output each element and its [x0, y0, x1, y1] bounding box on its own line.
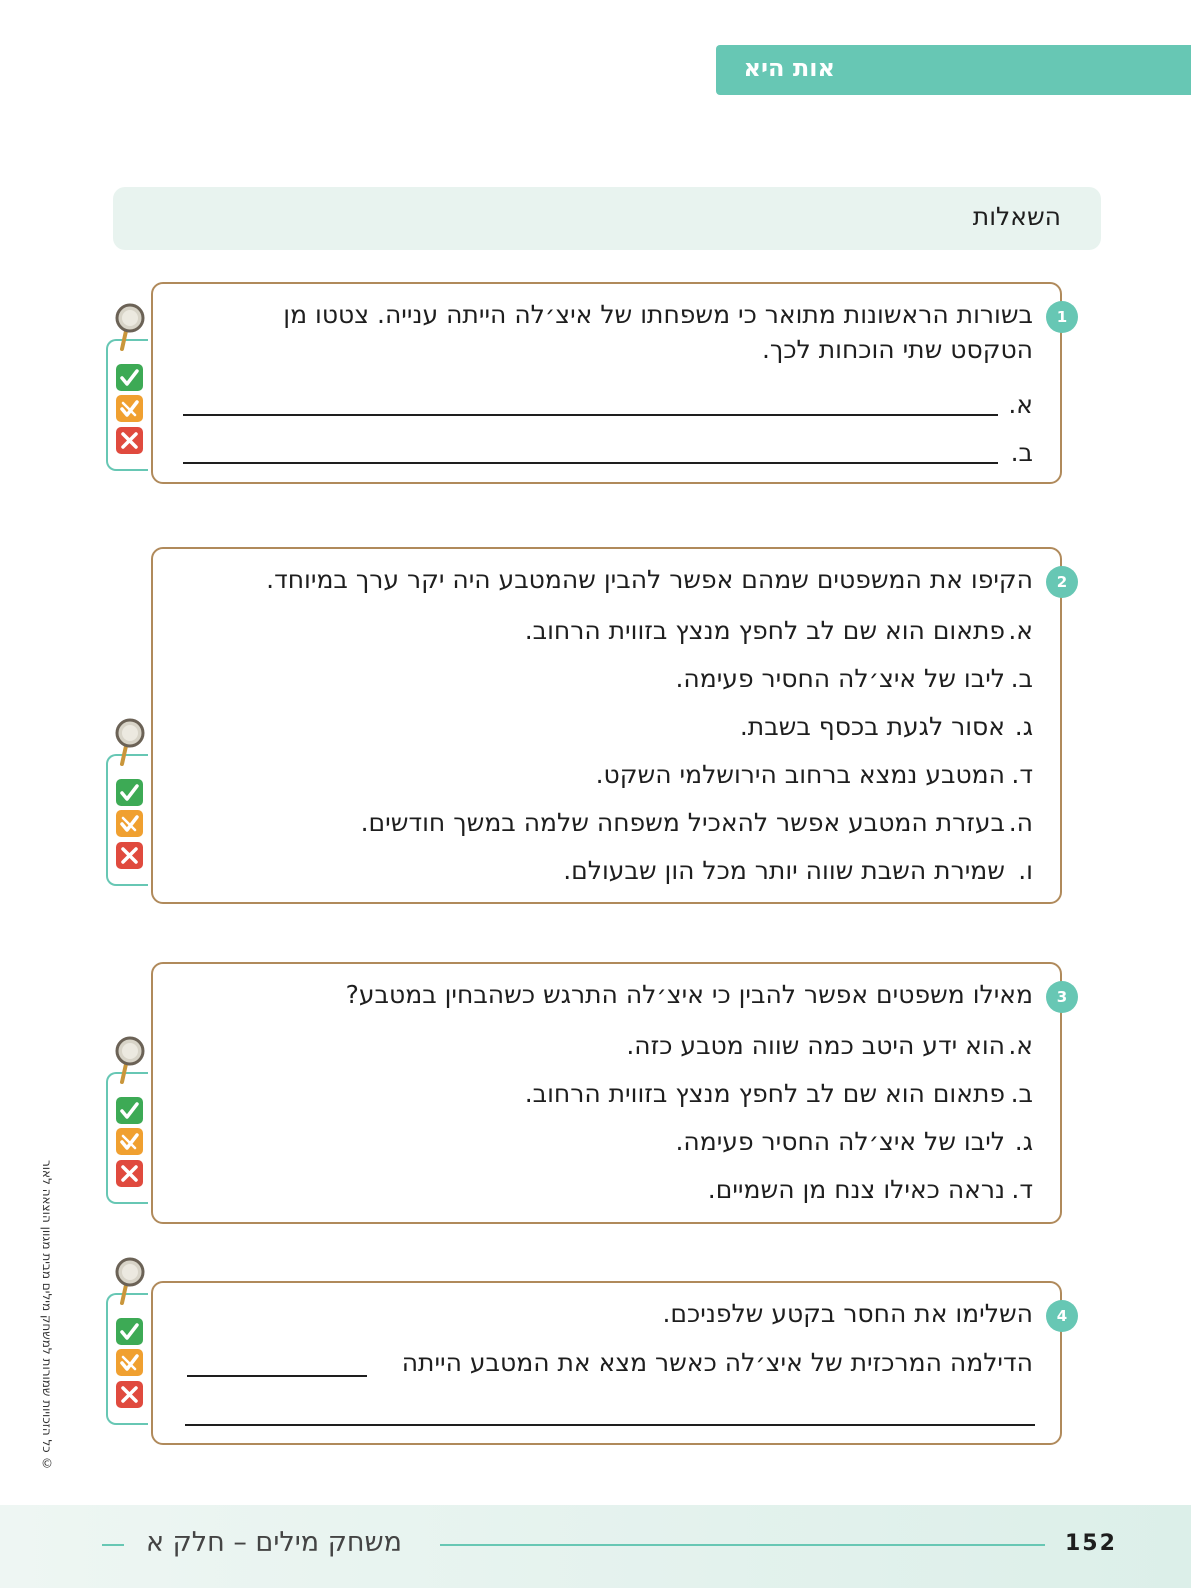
magnifier-icon	[114, 1036, 146, 1084]
option-2d[interactable]	[596, 760, 1033, 789]
magnifier-icon	[114, 303, 146, 351]
section-title: השאלות	[972, 202, 1061, 231]
x-icon[interactable]	[116, 427, 143, 454]
partial-check-icon[interactable]	[116, 395, 143, 422]
option-text: בעזרת המטבע אפשר להאכיל משפחה שלמה במשך חודשים.	[360, 808, 1005, 837]
question-text-4: השלימו את החסר בקטע שלפניכם.	[662, 1299, 1033, 1328]
x-icon[interactable]	[116, 1381, 143, 1408]
x-icon[interactable]	[116, 1160, 143, 1187]
question-text-1: בשורות הראשונות מתואר כי משפחתו של איצ׳לה הייתה ענייה. צטטו מן הטקסט שתי הוכחות לכך.	[283, 300, 1033, 364]
header-tab	[716, 45, 1191, 95]
self-check-3	[104, 1036, 154, 1206]
check-icon[interactable]	[116, 1097, 143, 1124]
check-icon[interactable]	[116, 779, 143, 806]
option-text: המטבע נמצא ברחוב הירושלמי השקט.	[595, 760, 1005, 789]
partial-check-icon[interactable]	[116, 810, 143, 837]
option-letter: ו.	[1018, 856, 1033, 885]
check-icon[interactable]	[116, 1318, 143, 1345]
footer	[0, 1505, 1191, 1588]
fill-blank-inline[interactable]	[187, 1375, 367, 1377]
option-text: הוא ידע היטב כמה שווה מטבע כזה.	[626, 1031, 1005, 1060]
option-2c[interactable]	[740, 712, 1033, 741]
magnifier-icon	[114, 1257, 146, 1305]
option-2e[interactable]	[361, 808, 1033, 837]
option-2a[interactable]	[525, 616, 1033, 645]
option-letter: ג.	[1014, 1127, 1033, 1156]
question-number-4: 4	[1046, 1300, 1078, 1332]
option-3d[interactable]	[708, 1175, 1033, 1204]
self-check-4	[104, 1257, 154, 1427]
self-check-1	[104, 303, 154, 473]
fill-blank-line[interactable]	[185, 1424, 1035, 1426]
option-text: אסור לגעת בכסף בשבת.	[739, 712, 1005, 741]
option-text: נראה כאילו צנח מן השמיים.	[707, 1175, 1005, 1204]
option-text: ליבו של איצ׳לה החסיר פעימה.	[675, 1127, 1005, 1156]
question-text-2: הקיפו את המשפטים שמהם אפשר להבין שהמטבע היה יקר ערך במיוחד.	[266, 565, 1033, 594]
book-title: משחק מילים – חלק א	[146, 1527, 402, 1558]
fill-sentence: הדילמה המרכזית של איצ׳לה כאשר מצא את המטבע הייתה	[401, 1348, 1033, 1377]
answer-label-1b: ב.	[1010, 438, 1033, 467]
option-3b[interactable]	[525, 1079, 1033, 1108]
magnifier-icon	[114, 718, 146, 766]
option-letter: ד.	[1011, 760, 1033, 789]
option-text: פתאום הוא שם לב לחפץ מנצץ בזווית הרחוב.	[524, 616, 1005, 645]
partial-check-icon[interactable]	[116, 1128, 143, 1155]
answer-label-1a: א.	[1008, 390, 1033, 419]
answer-line-1b[interactable]	[183, 462, 998, 464]
footer-divider	[440, 1544, 1045, 1546]
answer-line-1a[interactable]	[183, 414, 998, 416]
option-2f[interactable]	[563, 856, 1033, 885]
header-title: אות היא	[743, 54, 835, 82]
question-number-2: 2	[1046, 566, 1078, 598]
partial-check-icon[interactable]	[116, 1349, 143, 1376]
question-text-3: מאילו משפטים אפשר להבין כי איצ׳לה התרגש כשהבחין במטבע?	[345, 980, 1033, 1009]
footer-divider	[102, 1544, 124, 1546]
option-text: שמירת השבת שווה יותר מכל הון שבעולם.	[563, 856, 1005, 885]
copyright-credit: © כל הזכויות שמורות למשחק מילים מבית מגוון הוצאה לאור	[40, 1159, 54, 1470]
option-letter: א.	[1008, 616, 1033, 645]
option-text: ליבו של איצ׳לה החסיר פעימה.	[675, 664, 1005, 693]
option-3a[interactable]	[626, 1031, 1033, 1060]
option-letter: ד.	[1011, 1175, 1033, 1204]
question-number-1: 1	[1046, 301, 1078, 333]
page-number: 152	[1065, 1531, 1117, 1556]
option-3c[interactable]	[675, 1127, 1033, 1156]
option-letter: ב.	[1010, 664, 1033, 693]
option-letter: ג.	[1014, 712, 1033, 741]
option-text: פתאום הוא שם לב לחפץ מנצץ בזווית הרחוב.	[524, 1079, 1005, 1108]
x-icon[interactable]	[116, 842, 143, 869]
self-check-2	[104, 718, 154, 888]
option-2b[interactable]	[675, 664, 1033, 693]
check-icon[interactable]	[116, 364, 143, 391]
section-bar	[113, 187, 1101, 250]
option-letter: א.	[1008, 1031, 1033, 1060]
option-letter: ה.	[1008, 808, 1033, 837]
question-number-3: 3	[1046, 981, 1078, 1013]
option-letter: ב.	[1010, 1079, 1033, 1108]
